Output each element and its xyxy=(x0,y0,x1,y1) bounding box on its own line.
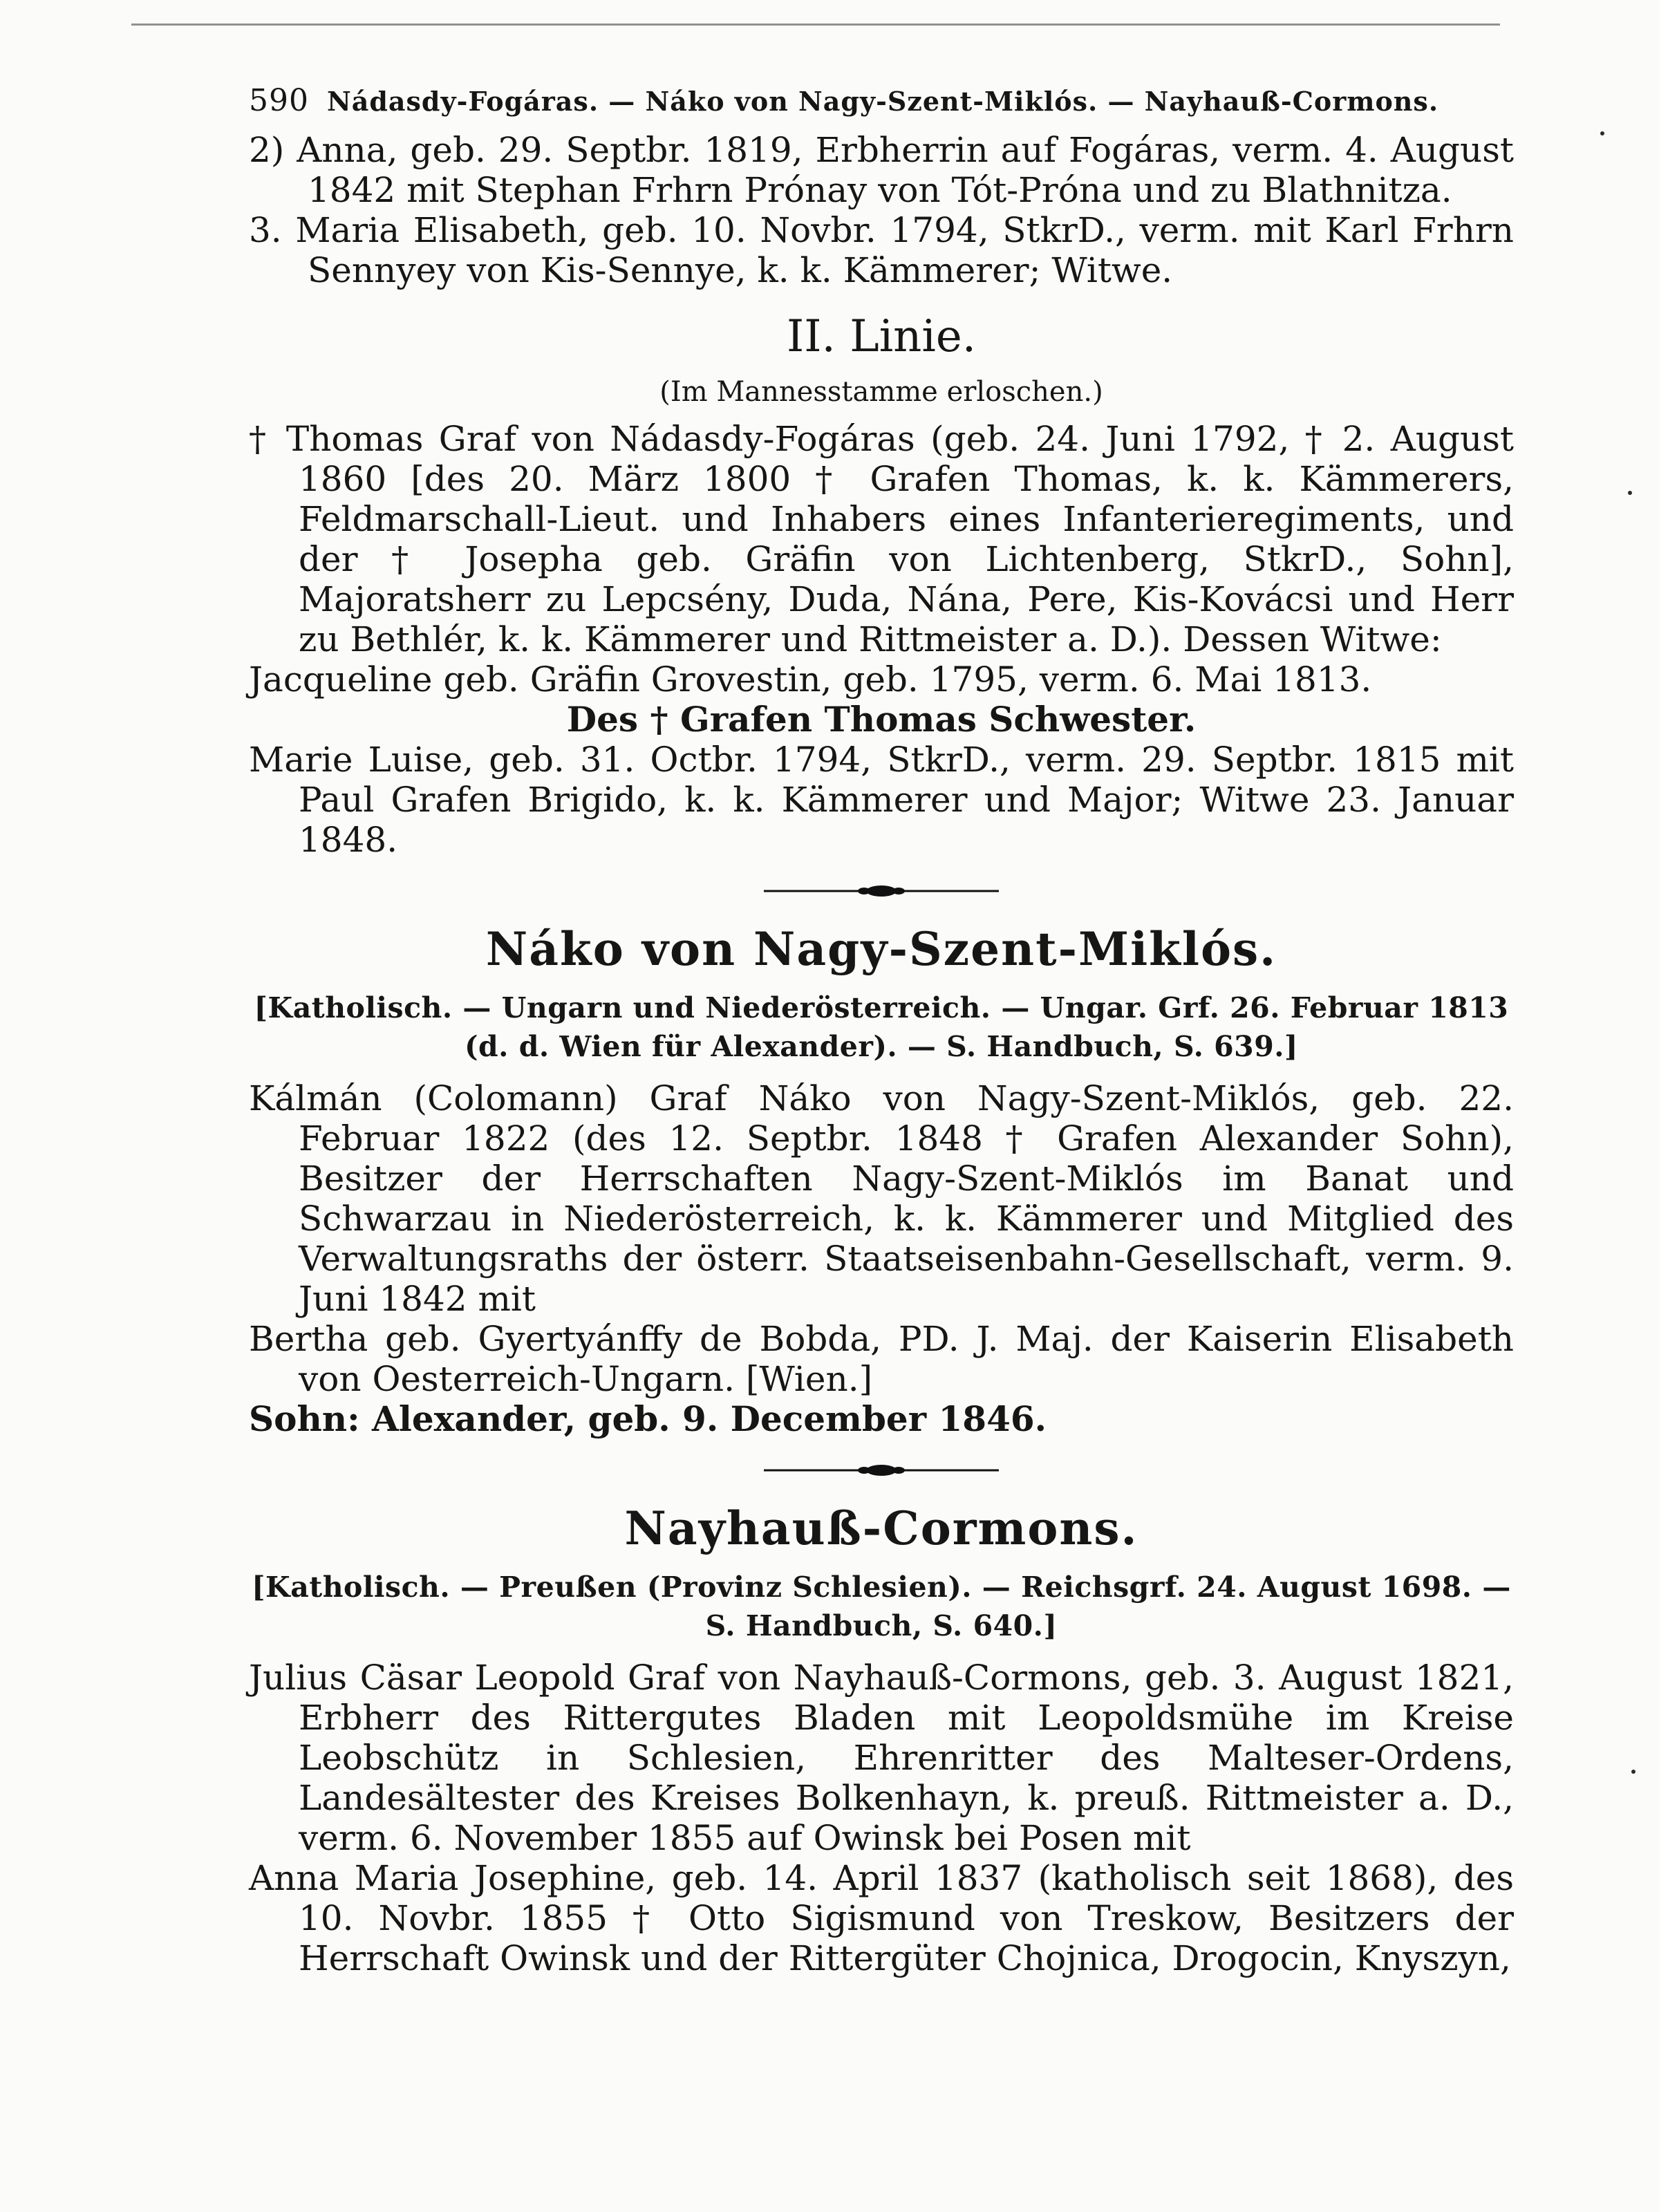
entry-jacqueline: Jacqueline geb. Gräfin Grovestin, geb. 1795, verm. 6. Mai 1813. xyxy=(249,659,1372,700)
scan-edge-line xyxy=(131,24,1500,26)
ornament-divider xyxy=(764,1463,999,1478)
running-head xyxy=(249,83,1514,124)
entry-thomas: † Thomas Graf von Nádasdy-Fogáras (geb. 24. Juni 1792, † 2. August 1860 [des 20. März 1800 † Grafen Thomas, k. k. Kämmerers, Feldmarschall-Lieut. und Inhabers eines Infanterieregiments, und der † Josepha geb. Gräfin von Lichtenberg, StkrD., Sohn], Majoratsherr zu Lepcsény, Duda, Nána, Pere, Kis-Kovácsi und Herr zu Bethlér, k. k. Kämmerer und Rittmeister a. D.). Dessen Witwe: xyxy=(249,419,1514,659)
entry-bertha: Bertha geb. Gyertyánffy de Bobda, PD. J. Maj. der Kaiserin Elisabeth von Oesterreich-Ungarn. [Wien.] xyxy=(249,1319,1514,1399)
nako-bracket-note: [Katholisch. — Ungarn und Niederösterreich. — Ungar. Grf. 26. Februar 1813 (d. d. Wien für Alexander). — S. Handbuch, S. 639.] xyxy=(254,991,1509,1063)
entry-des-grafen: Des † Grafen Thomas Schwester. xyxy=(566,699,1197,740)
entry-anna-maria: Anna Maria Josephine, geb. 14. April 1837 (katholisch seit 1868), des 10. Novbr. 1855 † Otto Sigismund von Treskow, Besitzers der Herrschaft Owinsk und der Rittergüter Chojnica, Drogocin, Knyszyn, xyxy=(249,1858,1514,1978)
scan-speck xyxy=(1628,491,1632,495)
ornament-divider xyxy=(764,883,999,899)
section-heading-nayhauss: Nayhauß-Cormons. xyxy=(624,1501,1138,1555)
scan-speck xyxy=(1600,131,1604,135)
entry-maria-elisabeth: 3. Maria Elisabeth, geb. 10. Novbr. 1794, StkrD., verm. mit Karl Frhrn Sennyey von Kis-Sennye, k. k. Kämmerer; Witwe. xyxy=(249,210,1514,290)
scan-speck xyxy=(1631,1770,1635,1774)
section-heading-linie: II. Linie. xyxy=(786,311,977,362)
section-heading-nako: Náko von Nagy-Szent-Miklós. xyxy=(485,922,1277,976)
entry-kalman: Kálmán (Colomann) Graf Náko von Nagy-Szent-Miklós, geb. 22. Februar 1822 (des 12. Septbr. 1848 † Grafen Alexander Sohn), Besitzer der Herrschaften Nagy-Szent-Miklós im Banat und Schwarzau in Niederösterreich, k. k. Kämmerer und Mitglied des Verwaltungsraths der österr. Staatseisenbahn-Gesellschaft, verm. 9. Juni 1842 mit xyxy=(249,1078,1514,1319)
entry-sohn: Sohn: Alexander, geb. 9. December 1846. xyxy=(249,1398,1047,1439)
entry-julius: Julius Cäsar Leopold Graf von Nayhauß-Cormons, geb. 3. August 1821, Erbherr des Rittergutes Bladen mit Leopoldsmühe im Kreise Leobschütz in Schlesien, Ehrenritter des Malteser-Ordens, Landesältester des Kreises Bolkenhayn, k. preuß. Rittmeister a. D., verm. 6. November 1855 auf Owinsk bei Posen mit xyxy=(249,1658,1514,1858)
page-number: 590 xyxy=(249,83,309,118)
running-head-title: Nádasdy-Fogáras. — Náko von Nagy-Szent-Miklós. — Nayhauß-Cormons. xyxy=(326,86,1439,117)
book-page xyxy=(249,83,1514,1978)
entry-marie-luise: Marie Luise, geb. 31. Octbr. 1794, StkrD., verm. 29. Septbr. 1815 mit Paul Grafen Brigido, k. k. Kämmerer und Major; Witwe 23. Januar 1848. xyxy=(249,740,1514,860)
entry-anna: 2) Anna, geb. 29. Septbr. 1819, Erbherrin auf Fogáras, verm. 4. August 1842 mit Stephan Frhrn Prónay von Tót-Próna und zu Blathnitza. xyxy=(249,130,1514,210)
linie-note: (Im Mannesstamme erloschen.) xyxy=(659,376,1103,408)
nayhauss-bracket-note: [Katholisch. — Preußen (Provinz Schlesien). — Reichsgrf. 24. August 1698. — S. Handbuch, S. 640.] xyxy=(252,1571,1511,1642)
